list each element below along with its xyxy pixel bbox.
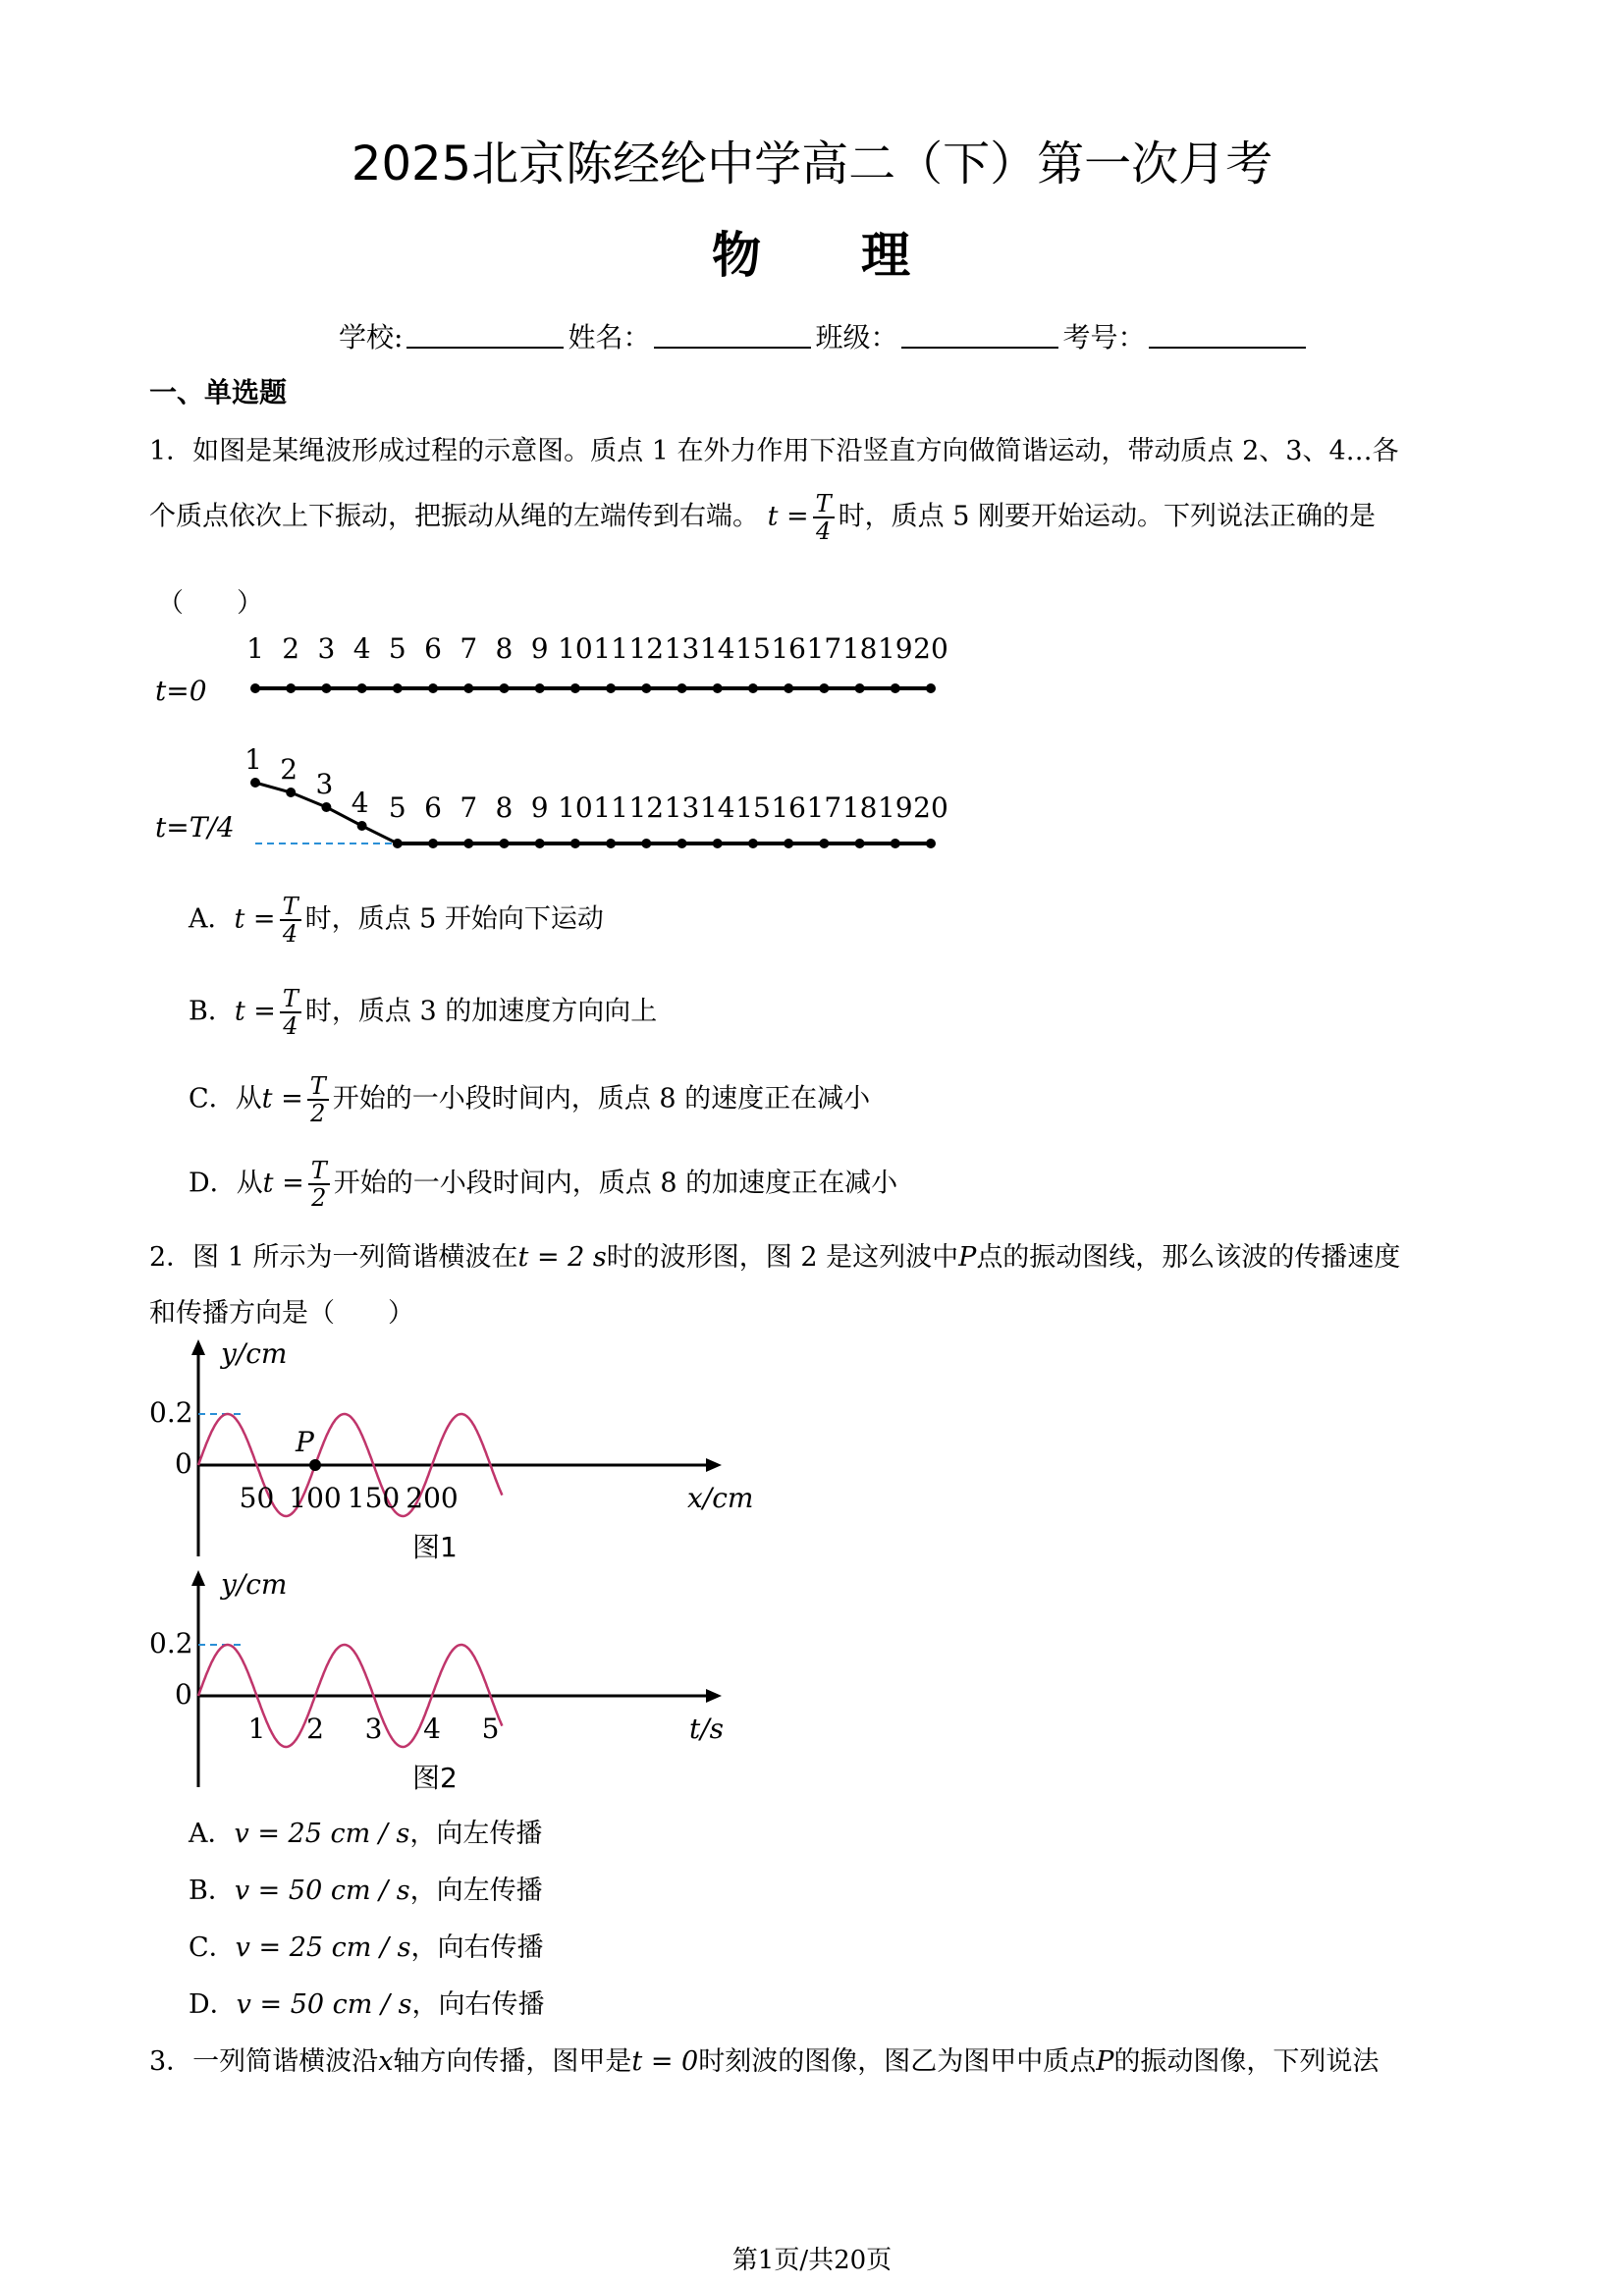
q2-point-p: P <box>958 1242 977 1273</box>
rope-point-label-top: 4 <box>352 632 371 665</box>
fig2-y-arrow <box>191 1570 205 1586</box>
fig2-ylabel: y/cm <box>221 1568 288 1601</box>
q2-text-b: 时的波形图，图 2 是这列波中 <box>606 1242 959 1273</box>
rope-dot-bottom <box>463 839 473 848</box>
rope-point-label-top: 10 <box>558 632 593 665</box>
q1-option-d[interactable] <box>189 1158 897 1211</box>
frac-den: 4 <box>816 517 832 545</box>
rope-point-label-top: 5 <box>388 632 406 665</box>
wave-graph-fig1 <box>137 1335 785 1571</box>
q2-option-c-v: v = 25 cm / s <box>235 1932 411 1963</box>
fig1-point-p <box>309 1459 321 1471</box>
rope-point-label-top: 18 <box>841 632 878 665</box>
q1-option-c-label: C．从 <box>189 1083 262 1115</box>
rope-dot-top <box>463 683 473 693</box>
rope-point-label-bottom: 1 <box>244 743 262 776</box>
rope-point-label-bottom: 6 <box>424 791 442 824</box>
q1-fraction <box>813 491 835 544</box>
q1-option-a-text: 时，质点 5 开始向下运动 <box>304 903 604 935</box>
rope-dot-bottom <box>570 839 580 848</box>
q1-line2-text-a: 个质点依次上下振动，把振动从绳的左端传到右端。 <box>149 501 759 532</box>
rope-point-label-bottom: 19 <box>877 791 913 824</box>
q2-option-a-label: A． <box>189 1819 235 1849</box>
rope-dot-top <box>321 683 331 693</box>
q1-line2 <box>149 491 1376 544</box>
section-heading: 一、单选题 <box>149 376 288 408</box>
rope-point-label-bottom: 17 <box>806 791 842 824</box>
q1-line1: 1．如图是某绳波形成过程的示意图。质点 1 在外力作用下沿竖直方向做简谐运动，带动质点 2、3、4…各 <box>149 436 1399 466</box>
q3-line1 <box>149 2040 1379 2078</box>
rope-dot-top <box>855 683 865 693</box>
school-label: 学校: <box>339 321 404 354</box>
rope-point-label-bottom: 16 <box>771 791 806 824</box>
rope-dot-bottom <box>393 839 403 848</box>
fig1-caption: 图1 <box>412 1531 458 1563</box>
q1-option-b-text: 时，质点 3 的加速度方向向上 <box>304 996 658 1027</box>
tick-label: 2 <box>306 1713 324 1745</box>
rope-point-label-bottom: 12 <box>628 791 665 824</box>
rope-dot-top <box>428 683 438 693</box>
rope-dot-top <box>819 683 829 693</box>
q1-option-a-label: A． <box>189 903 235 935</box>
rope-point-label-bottom: 13 <box>664 791 700 824</box>
fig1-amp-label: 0.2 <box>149 1396 193 1429</box>
rope-dot-bottom <box>535 839 545 848</box>
rope-dot-top <box>250 683 260 693</box>
class-label: 班级： <box>815 321 898 354</box>
rope-point-label-top: 1 <box>246 632 264 665</box>
q2-option-b-v: v = 50 cm / s <box>234 1876 410 1906</box>
rope-point-label-bottom: 10 <box>558 791 593 824</box>
tick-label: 200 <box>406 1482 459 1514</box>
q2-text-a: 2．图 1 所示为一列简谐横波在 <box>149 1242 518 1273</box>
frac-num: T <box>308 1158 330 1185</box>
rope-dot-top <box>286 683 296 693</box>
rope-point-label-top: 6 <box>424 632 442 665</box>
rope-point-label-bottom: 3 <box>315 768 334 800</box>
q2-text-c: 点的振动图线，那么该波的传播速度 <box>976 1242 1401 1273</box>
rope-dot-bottom <box>606 839 616 848</box>
school-blank[interactable] <box>406 323 564 349</box>
q2-option-b-dir: ，向左传播 <box>409 1876 543 1906</box>
rope-dot-bottom <box>321 802 331 812</box>
rope-point-label-bottom: 11 <box>593 791 628 824</box>
frac-num: T <box>280 894 301 921</box>
rope-dot-top <box>499 683 509 693</box>
rope-dot-bottom <box>784 839 793 848</box>
frac-den: 4 <box>283 1012 298 1040</box>
q2-option-c-label: C． <box>189 1932 236 1963</box>
subject-char-1: 物 <box>712 227 763 284</box>
rope-labels-top <box>246 632 948 665</box>
q2-line2: 和传播方向是（ ） <box>149 1298 414 1329</box>
rope-point-label-top: 12 <box>628 632 665 665</box>
rope-point-label-bottom: 18 <box>841 791 878 824</box>
rope-dot-top <box>570 683 580 693</box>
rope-point-label-bottom: 15 <box>735 791 771 824</box>
rope-point-label-top: 7 <box>460 632 478 665</box>
q1-option-a-frac <box>280 894 301 947</box>
q3-p: P <box>1096 2046 1114 2077</box>
q2-option-d[interactable] <box>189 1983 544 2021</box>
q2-option-d-label: D． <box>189 1989 237 2020</box>
q3-text-a: 3．一列简谐横波沿 <box>149 2046 379 2077</box>
exam-title: 2025北京陈经纶中学高二（下）第一次月考 <box>351 136 1273 191</box>
rope-point-label-top: 16 <box>771 632 806 665</box>
rope-dot-bottom <box>357 821 367 831</box>
rope-point-label-bottom: 20 <box>913 791 948 824</box>
subject-title <box>0 216 1624 287</box>
fig1-tick-labels <box>240 1482 459 1514</box>
frac-num: T <box>280 986 301 1013</box>
rope-dot-bottom <box>748 839 758 848</box>
rope-point-label-top: 8 <box>495 632 514 665</box>
rope-dot-bottom <box>499 839 509 848</box>
q1-option-c-t: t = <box>261 1083 303 1115</box>
fig1-y-arrow <box>191 1339 205 1355</box>
vibration-graph-fig2 <box>137 1566 785 1802</box>
rope-dot-bottom <box>428 839 438 848</box>
rope-labels-bottom <box>244 743 948 824</box>
fig1-x-arrow <box>706 1458 722 1472</box>
rope-point-label-bottom: 5 <box>388 791 406 824</box>
rope-point-label-top: 9 <box>530 632 549 665</box>
rope-point-label-bottom: 4 <box>351 787 369 819</box>
q3-text-d: 的振动图像，下列说法 <box>1113 2046 1380 2077</box>
exam-no-label: 考号： <box>1062 321 1146 354</box>
fig1-ylabel: y/cm <box>221 1337 288 1370</box>
rope-point-label-bottom: 8 <box>495 791 514 824</box>
rope-dot-bottom <box>286 788 296 797</box>
rope-dot-top <box>713 683 723 693</box>
q3-x: x <box>378 2046 394 2077</box>
label-tT4: t=T/4 <box>155 811 235 843</box>
rope-point-label-top: 17 <box>806 632 842 665</box>
tick-label: 5 <box>481 1713 500 1745</box>
fig2-xlabel: t/s <box>689 1713 725 1745</box>
label-t0: t=0 <box>155 675 207 707</box>
rope-point-label-top: 13 <box>664 632 700 665</box>
frac-den: 2 <box>311 1184 327 1212</box>
fig2-x-arrow <box>706 1689 722 1703</box>
rope-dot-top <box>357 683 367 693</box>
q1-option-a[interactable] <box>189 894 604 947</box>
rope-dot-top <box>393 683 403 693</box>
rope-point-label-top: 3 <box>317 632 336 665</box>
rope-dot-bottom <box>677 839 687 848</box>
q3-text-b: 轴方向传播，图甲是 <box>393 2046 632 2077</box>
rope-point-label-bottom: 7 <box>460 791 478 824</box>
q2-time: t = 2 s <box>517 1242 607 1273</box>
q2-option-b[interactable] <box>189 1869 543 1907</box>
q1-option-d-label: D．从 <box>189 1168 263 1199</box>
q2-option-c-dir: ，向右传播 <box>410 1932 544 1963</box>
rope-point-label-top: 19 <box>877 632 913 665</box>
tick-label: 150 <box>347 1482 401 1514</box>
rope-point-label-top: 2 <box>282 632 300 665</box>
frac-den: 2 <box>310 1100 326 1127</box>
fig1-origin: 0 <box>175 1447 192 1480</box>
tick-label: 3 <box>364 1713 383 1745</box>
rope-dot-top <box>606 683 616 693</box>
q1-option-b-t: t = <box>234 996 276 1027</box>
q1-option-b-label: B． <box>189 996 235 1027</box>
rope-dot-bottom <box>641 839 651 848</box>
fig2-amp-label: 0.2 <box>149 1627 193 1659</box>
q1-option-c-frac <box>307 1073 329 1126</box>
q2-option-a-dir: ，向左传播 <box>409 1819 543 1849</box>
exam-no-blank[interactable] <box>1149 323 1306 349</box>
rope-dot-top <box>535 683 545 693</box>
q1-option-b-frac <box>280 986 301 1039</box>
q1-option-a-t: t = <box>234 903 276 935</box>
rope-dot-bottom <box>926 839 936 848</box>
name-label: 姓名： <box>568 321 651 354</box>
rope-point-label-bottom: 9 <box>530 791 549 824</box>
fig1-xlabel: x/cm <box>687 1482 754 1514</box>
rope-point-label-top: 15 <box>735 632 771 665</box>
tick-label: 1 <box>247 1713 266 1745</box>
rope-point-label-top: 11 <box>593 632 628 665</box>
frac-num: T <box>307 1073 329 1101</box>
rope-dot-top <box>677 683 687 693</box>
rope-dot-top <box>891 683 900 693</box>
q1-option-d-t: t = <box>262 1168 304 1199</box>
rope-dot-bottom <box>855 839 865 848</box>
page-footer: 第1页/共20页 <box>731 2246 893 2275</box>
rope-point-label-bottom: 2 <box>280 753 298 786</box>
rope-point-label-bottom: 14 <box>699 791 735 824</box>
q1-option-c-text: 开始的一小段时间内，质点 8 的速度正在减小 <box>332 1083 871 1115</box>
q2-line1 <box>149 1235 1400 1274</box>
q2-option-b-label: B． <box>189 1876 235 1906</box>
q1-option-d-frac <box>308 1158 330 1211</box>
q2-option-d-v: v = 50 cm / s <box>236 1989 412 2020</box>
rope-dot-bottom <box>819 839 829 848</box>
class-blank[interactable] <box>901 323 1058 349</box>
q2-option-a[interactable] <box>189 1812 542 1850</box>
q1-option-b[interactable] <box>189 986 657 1039</box>
q1-line2-text-b: 时，质点 5 刚要开始运动。下列说法正确的是 <box>838 501 1377 532</box>
q1-t-eq: t = <box>767 501 809 532</box>
frac-num: T <box>813 491 835 518</box>
q2-option-d-dir: ，向右传播 <box>411 1989 545 2020</box>
rope-dot-top <box>784 683 793 693</box>
student-info-line <box>339 316 1310 355</box>
name-blank[interactable] <box>654 323 811 349</box>
q2-option-a-v: v = 25 cm / s <box>234 1819 410 1849</box>
q2-option-c[interactable] <box>189 1926 544 1964</box>
q1-option-d-text: 开始的一小段时间内，质点 8 的加速度正在减小 <box>333 1168 898 1199</box>
q1-paren: （ ） <box>157 588 263 619</box>
fig2-tick-labels <box>248 1713 500 1745</box>
rope-dot-top <box>748 683 758 693</box>
tick-label: 4 <box>423 1713 441 1745</box>
rope-dot-bottom <box>891 839 900 848</box>
rope-point-label-top: 14 <box>699 632 735 665</box>
fig1-p-label: P <box>296 1426 314 1458</box>
fig2-caption: 图2 <box>412 1762 458 1794</box>
q1-option-c[interactable] <box>189 1073 870 1126</box>
rope-point-label-top: 20 <box>913 632 948 665</box>
rope-dot-top <box>641 683 651 693</box>
fig2-origin: 0 <box>175 1678 192 1711</box>
rope-dot-top <box>926 683 936 693</box>
rope-dot-bottom <box>250 778 260 788</box>
q3-t0: t = 0 <box>631 2046 699 2077</box>
rope-dot-bottom <box>713 839 723 848</box>
tick-label: 100 <box>289 1482 342 1514</box>
q3-text-c: 时刻波的图像，图乙为图甲中质点 <box>698 2046 1097 2077</box>
tick-label: 50 <box>239 1482 275 1514</box>
rope-wave-figure <box>147 628 952 854</box>
subject-char-2: 理 <box>861 227 912 284</box>
frac-den: 4 <box>282 920 298 948</box>
